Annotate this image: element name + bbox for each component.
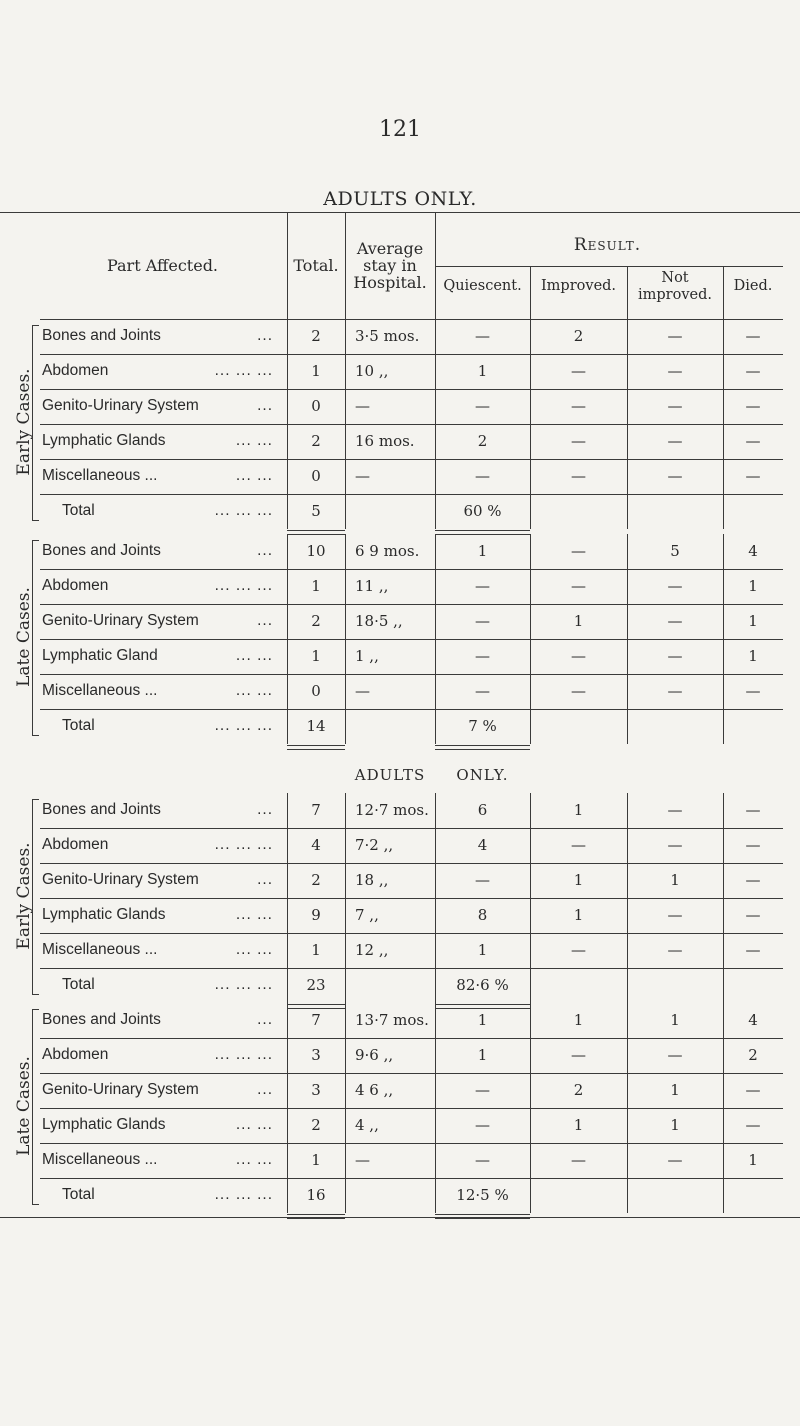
column-rule (530, 534, 531, 744)
cell-not-improved: — (667, 647, 683, 665)
column-rule (435, 1003, 436, 1213)
cell-not-improved: — (667, 612, 683, 630)
row-part-text: Bones and Joints (42, 801, 161, 818)
row-rule (40, 639, 783, 640)
leader-dots: ... ... ... (214, 1046, 273, 1063)
cell-not-improved: — (667, 682, 683, 700)
cell-not-improved: 1 (670, 871, 680, 889)
section-brace (32, 1009, 39, 1205)
row-rule (40, 898, 783, 899)
mid-heading-right: ONLY. (456, 766, 509, 784)
cell-total: 2 (311, 432, 321, 450)
row-part-label (42, 467, 287, 485)
total-label-text: Total (62, 976, 95, 993)
cell-total: 0 (311, 467, 321, 485)
column-rule (345, 534, 346, 744)
column-rule (627, 1003, 628, 1213)
section-label-text: Late Cases. (14, 587, 34, 687)
cell-total: 0 (311, 682, 321, 700)
cell-stay: 12·7 mos. (355, 801, 429, 819)
cell-died: 1 (748, 647, 758, 665)
leader-dots: ... ... (235, 941, 273, 958)
cell-improved: — (571, 647, 586, 665)
row-part-label (42, 941, 287, 959)
cell-died: 1 (748, 612, 758, 630)
cell-total: 1 (311, 941, 321, 959)
cell-died: 4 (748, 542, 758, 560)
total-row-label (42, 976, 287, 994)
column-rule (530, 319, 531, 529)
row-part-label (42, 1046, 287, 1064)
cell-died: — (745, 836, 761, 854)
cell-stay: 1 ,, (355, 647, 379, 665)
leader-dots: ... ... (235, 1116, 273, 1133)
leader-dots: ... ... ... (214, 717, 273, 734)
row-part-text: Genito-Urinary System (42, 397, 199, 414)
header-not-improved-line2: improved. (638, 287, 712, 303)
header-divider-total (287, 212, 288, 319)
row-part-text: Genito-Urinary System (42, 871, 199, 888)
leader-dots: ... (257, 542, 273, 559)
column-rule (723, 793, 724, 1003)
row-rule (40, 1143, 783, 1144)
column-rule (627, 793, 628, 1003)
row-part-text: Lymphatic Glands (42, 906, 166, 923)
row-part-text: Bones and Joints (42, 542, 161, 559)
cell-stay: — (355, 467, 370, 485)
cell-stay: 4 ,, (355, 1116, 379, 1134)
cell-quiescent: — (475, 1081, 490, 1099)
cell-died: — (745, 941, 761, 959)
cell-stay: 13·7 mos. (355, 1011, 429, 1029)
section-brace (32, 325, 39, 521)
header-divider-died (723, 266, 724, 319)
column-rule (530, 1003, 531, 1213)
cell-quiescent: 1 (477, 1011, 488, 1029)
row-rule (40, 1038, 783, 1039)
cell-stay: — (355, 1151, 370, 1169)
column-rule (723, 1003, 724, 1213)
cell-improved: — (571, 941, 586, 959)
cell-total: 1 (311, 577, 321, 595)
leader-dots: ... ... (235, 1151, 273, 1168)
cell-improved: 1 (573, 612, 584, 630)
total-double-rule (287, 745, 345, 750)
cell-died: — (745, 1116, 761, 1134)
row-part-label (42, 871, 287, 889)
cell-improved: — (571, 467, 586, 485)
section-brace (32, 540, 39, 736)
row-part-text: Genito-Urinary System (42, 1081, 199, 1098)
cell-not-improved: — (667, 432, 683, 450)
section-label (14, 538, 34, 736)
table-bottom-rule (0, 1217, 800, 1218)
column-rule (435, 319, 436, 529)
cell-improved: 1 (573, 801, 584, 819)
leader-dots: ... (257, 397, 273, 414)
cell-improved: — (571, 577, 586, 595)
cell-total: 2 (311, 612, 321, 630)
cell-total: 2 (311, 327, 321, 345)
cell-total: 3 (311, 1046, 321, 1064)
row-rule (40, 933, 783, 934)
row-part-label (42, 1081, 287, 1099)
row-rule (40, 494, 783, 495)
row-part-text: Abdomen (42, 1046, 109, 1063)
cell-quiescent: 4 (477, 836, 488, 854)
leader-dots: ... ... (235, 682, 273, 699)
cell-died: — (745, 467, 761, 485)
row-part-text: Genito-Urinary System (42, 612, 199, 629)
cell-died: — (745, 871, 761, 889)
page-number: 121 (379, 117, 421, 142)
cell-died: 1 (748, 577, 758, 595)
total-count: 5 (311, 502, 321, 520)
column-rule (530, 793, 531, 1003)
row-rule (40, 389, 783, 390)
header-died: Died. (733, 278, 773, 294)
cell-not-improved: 1 (670, 1116, 680, 1134)
cell-improved: 2 (573, 1081, 584, 1099)
cell-quiescent: 1 (477, 1046, 488, 1064)
row-part-label (42, 801, 287, 819)
cell-quiescent: — (475, 612, 490, 630)
total-count: 23 (306, 976, 326, 994)
row-part-text: Lymphatic Glands (42, 432, 166, 449)
column-rule (723, 319, 724, 529)
cell-stay: 4 6 ,, (355, 1081, 394, 1099)
row-part-text: Miscellaneous ... (42, 1151, 158, 1168)
cell-improved: 1 (573, 906, 584, 924)
total-quiescent-percent: 82·6 % (456, 976, 509, 994)
row-rule (40, 863, 783, 864)
cell-quiescent: — (475, 1116, 490, 1134)
section-label (14, 797, 34, 995)
header-divider-stay (345, 212, 346, 319)
cell-total: 9 (311, 906, 321, 924)
leader-dots: ... (257, 612, 273, 629)
cell-not-improved: — (667, 836, 683, 854)
column-rule (287, 1003, 288, 1213)
cell-stay: 11 ,, (355, 577, 389, 595)
cell-total: 10 (306, 542, 326, 560)
cell-died: 2 (748, 1046, 758, 1064)
header-stay-line2: stay in (363, 256, 417, 275)
cell-died: — (745, 432, 761, 450)
total-row-label (42, 1186, 287, 1204)
cell-improved: 1 (573, 1011, 584, 1029)
column-rule (435, 534, 436, 744)
cell-stay: 7·2 ,, (355, 836, 394, 854)
cell-improved: — (571, 682, 586, 700)
cell-quiescent: 1 (477, 542, 488, 560)
row-rule (40, 968, 783, 969)
cell-not-improved: 1 (670, 1011, 680, 1029)
cell-stay: — (355, 397, 370, 415)
cell-stay: 9·6 ,, (355, 1046, 394, 1064)
row-rule (40, 604, 783, 605)
cell-not-improved: — (667, 362, 683, 380)
cell-not-improved: — (667, 906, 683, 924)
cell-stay: 18·5 ,, (355, 612, 403, 630)
cell-quiescent: — (475, 1151, 490, 1169)
leader-dots: ... ... ... (214, 836, 273, 853)
cell-total: 1 (311, 1151, 321, 1169)
cell-total: 3 (311, 1081, 321, 1099)
total-quiescent-percent: 7 % (468, 717, 497, 735)
cell-died: — (745, 801, 761, 819)
cell-total: 7 (311, 1011, 321, 1029)
cell-not-improved: — (667, 577, 683, 595)
cell-quiescent: — (475, 647, 490, 665)
cell-not-improved: — (667, 1151, 683, 1169)
cell-stay: 12 ,, (355, 941, 389, 959)
leader-dots: ... ... (235, 467, 273, 484)
row-part-label (42, 906, 287, 924)
header-part-affected: Part Affected. (106, 256, 219, 275)
column-rule (287, 793, 288, 1003)
header-improved: Improved. (540, 278, 617, 294)
total-double-rule (435, 530, 530, 535)
section-label-text: Early Cases. (14, 842, 34, 950)
row-part-text: Lymphatic Gland (42, 647, 158, 664)
cell-quiescent: 6 (477, 801, 488, 819)
row-part-text: Miscellaneous ... (42, 941, 158, 958)
cell-quiescent: 1 (477, 941, 488, 959)
row-rule (40, 354, 783, 355)
column-rule (723, 534, 724, 744)
cell-died: — (745, 906, 761, 924)
leader-dots: ... (257, 801, 273, 818)
mid-heading-left: ADULTS (354, 766, 426, 784)
cell-died: — (745, 682, 761, 700)
row-part-text: Abdomen (42, 362, 109, 379)
column-rule (627, 319, 628, 529)
row-part-label (42, 682, 287, 700)
column-rule (345, 319, 346, 529)
leader-dots: ... ... ... (214, 976, 273, 993)
row-rule (40, 1178, 783, 1179)
cell-quiescent: — (475, 397, 490, 415)
cell-total: 0 (311, 397, 321, 415)
cell-quiescent: 2 (477, 432, 488, 450)
cell-died: — (745, 397, 761, 415)
cell-improved: — (571, 542, 586, 560)
column-rule (627, 534, 628, 744)
header-result: Result. (573, 235, 642, 255)
row-part-label (42, 542, 287, 560)
cell-stay: 7 ,, (355, 906, 379, 924)
total-label-text: Total (62, 717, 95, 734)
total-double-rule (287, 530, 345, 535)
total-quiescent-percent: 60 % (463, 502, 502, 520)
row-part-text: Miscellaneous ... (42, 467, 158, 484)
cell-stay: 10 ,, (355, 362, 389, 380)
section-label (14, 323, 34, 521)
row-part-text: Bones and Joints (42, 1011, 161, 1028)
cell-total: 7 (311, 801, 321, 819)
header-stay-line1: Average (356, 239, 424, 258)
cell-improved: — (571, 836, 586, 854)
cell-died: — (745, 327, 761, 345)
total-double-rule (435, 745, 530, 750)
row-part-label (42, 1011, 287, 1029)
leader-dots: ... (257, 327, 273, 344)
cell-stay: 6 9 mos. (355, 542, 420, 560)
leader-dots: ... ... (235, 906, 273, 923)
result-subheader-rule (435, 266, 783, 267)
cell-improved: — (571, 1046, 586, 1064)
row-part-label (42, 1151, 287, 1169)
row-rule (40, 828, 783, 829)
cell-not-improved: — (667, 1046, 683, 1064)
cell-quiescent: — (475, 682, 490, 700)
cell-died: 1 (748, 1151, 758, 1169)
row-rule (40, 459, 783, 460)
cell-quiescent: — (475, 871, 490, 889)
total-double-rule (435, 1004, 530, 1009)
cell-improved: — (571, 397, 586, 415)
total-count: 14 (306, 717, 326, 735)
cell-died: 4 (748, 1011, 758, 1029)
cell-not-improved: — (667, 467, 683, 485)
cell-improved: — (571, 432, 586, 450)
leader-dots: ... ... ... (214, 1186, 273, 1203)
row-part-label (42, 577, 287, 595)
row-part-label (42, 362, 287, 380)
section-label-text: Early Cases. (14, 368, 34, 476)
cell-total: 1 (311, 362, 321, 380)
cell-quiescent: 1 (477, 362, 488, 380)
row-part-label (42, 836, 287, 854)
section-label (14, 1007, 34, 1205)
header-quiescent: Quiescent. (443, 278, 522, 294)
cell-quiescent: — (475, 327, 490, 345)
total-count: 16 (306, 1186, 326, 1204)
cell-stay: — (355, 682, 370, 700)
cell-not-improved: — (667, 327, 683, 345)
total-label-text: Total (62, 1186, 95, 1203)
header-not-improved-line1: Not (661, 270, 689, 286)
header-top-rule (0, 212, 800, 213)
cell-quiescent: — (475, 577, 490, 595)
row-part-label (42, 612, 287, 630)
cell-not-improved: — (667, 941, 683, 959)
leader-dots: ... (257, 871, 273, 888)
leader-dots: ... (257, 1011, 273, 1028)
cell-not-improved: — (667, 801, 683, 819)
column-rule (345, 1003, 346, 1213)
leader-dots: ... ... ... (214, 502, 273, 519)
row-rule (40, 569, 783, 570)
row-part-text: Abdomen (42, 836, 109, 853)
leader-dots: ... ... (235, 432, 273, 449)
cell-improved: — (571, 362, 586, 380)
header-divider-result (435, 212, 436, 319)
cell-improved: 2 (573, 327, 584, 345)
header-divider-improved (530, 266, 531, 319)
total-label-text: Total (62, 502, 95, 519)
cell-stay: 3·5 mos. (355, 327, 420, 345)
row-rule (40, 424, 783, 425)
row-rule (40, 1073, 783, 1074)
row-part-label (42, 647, 287, 665)
row-rule (40, 1108, 783, 1109)
total-quiescent-percent: 12·5 % (456, 1186, 509, 1204)
column-rule (345, 793, 346, 1003)
cell-stay: 18 ,, (355, 871, 389, 889)
column-rule (287, 534, 288, 744)
row-part-text: Lymphatic Glands (42, 1116, 166, 1133)
row-part-label (42, 1116, 287, 1134)
cell-improved: — (571, 1151, 586, 1169)
row-rule (40, 674, 783, 675)
row-part-label (42, 432, 287, 450)
row-part-text: Miscellaneous ... (42, 682, 158, 699)
header-stay-line3: Hospital. (353, 273, 427, 292)
page-heading: ADULTS ONLY. (323, 188, 477, 210)
cell-total: 4 (311, 836, 321, 854)
column-rule (287, 319, 288, 529)
cell-died: — (745, 1081, 761, 1099)
header-bottom-rule (40, 319, 783, 320)
leader-dots: ... ... ... (214, 362, 273, 379)
cell-improved: 1 (573, 871, 584, 889)
header-total: Total. (293, 256, 339, 275)
row-part-text: Bones and Joints (42, 327, 161, 344)
section-brace (32, 799, 39, 995)
cell-stay: 16 mos. (355, 432, 415, 450)
cell-died: — (745, 362, 761, 380)
row-part-label (42, 397, 287, 415)
cell-improved: 1 (573, 1116, 584, 1134)
cell-quiescent: 8 (477, 906, 488, 924)
leader-dots: ... ... (235, 647, 273, 664)
total-row-label (42, 717, 287, 735)
row-rule (40, 709, 783, 710)
total-double-rule (287, 1004, 345, 1009)
leader-dots: ... ... ... (214, 577, 273, 594)
cell-not-improved: 1 (670, 1081, 680, 1099)
leader-dots: ... (257, 1081, 273, 1098)
column-rule (435, 793, 436, 1003)
cell-not-improved: 5 (670, 542, 680, 560)
cell-quiescent: — (475, 467, 490, 485)
cell-total: 2 (311, 1116, 321, 1134)
cell-total: 1 (311, 647, 321, 665)
header-divider-not-improved (627, 266, 628, 319)
total-row-label (42, 502, 287, 520)
cell-total: 2 (311, 871, 321, 889)
row-part-text: Abdomen (42, 577, 109, 594)
row-part-label (42, 327, 287, 345)
cell-not-improved: — (667, 397, 683, 415)
section-label-text: Late Cases. (14, 1056, 34, 1156)
